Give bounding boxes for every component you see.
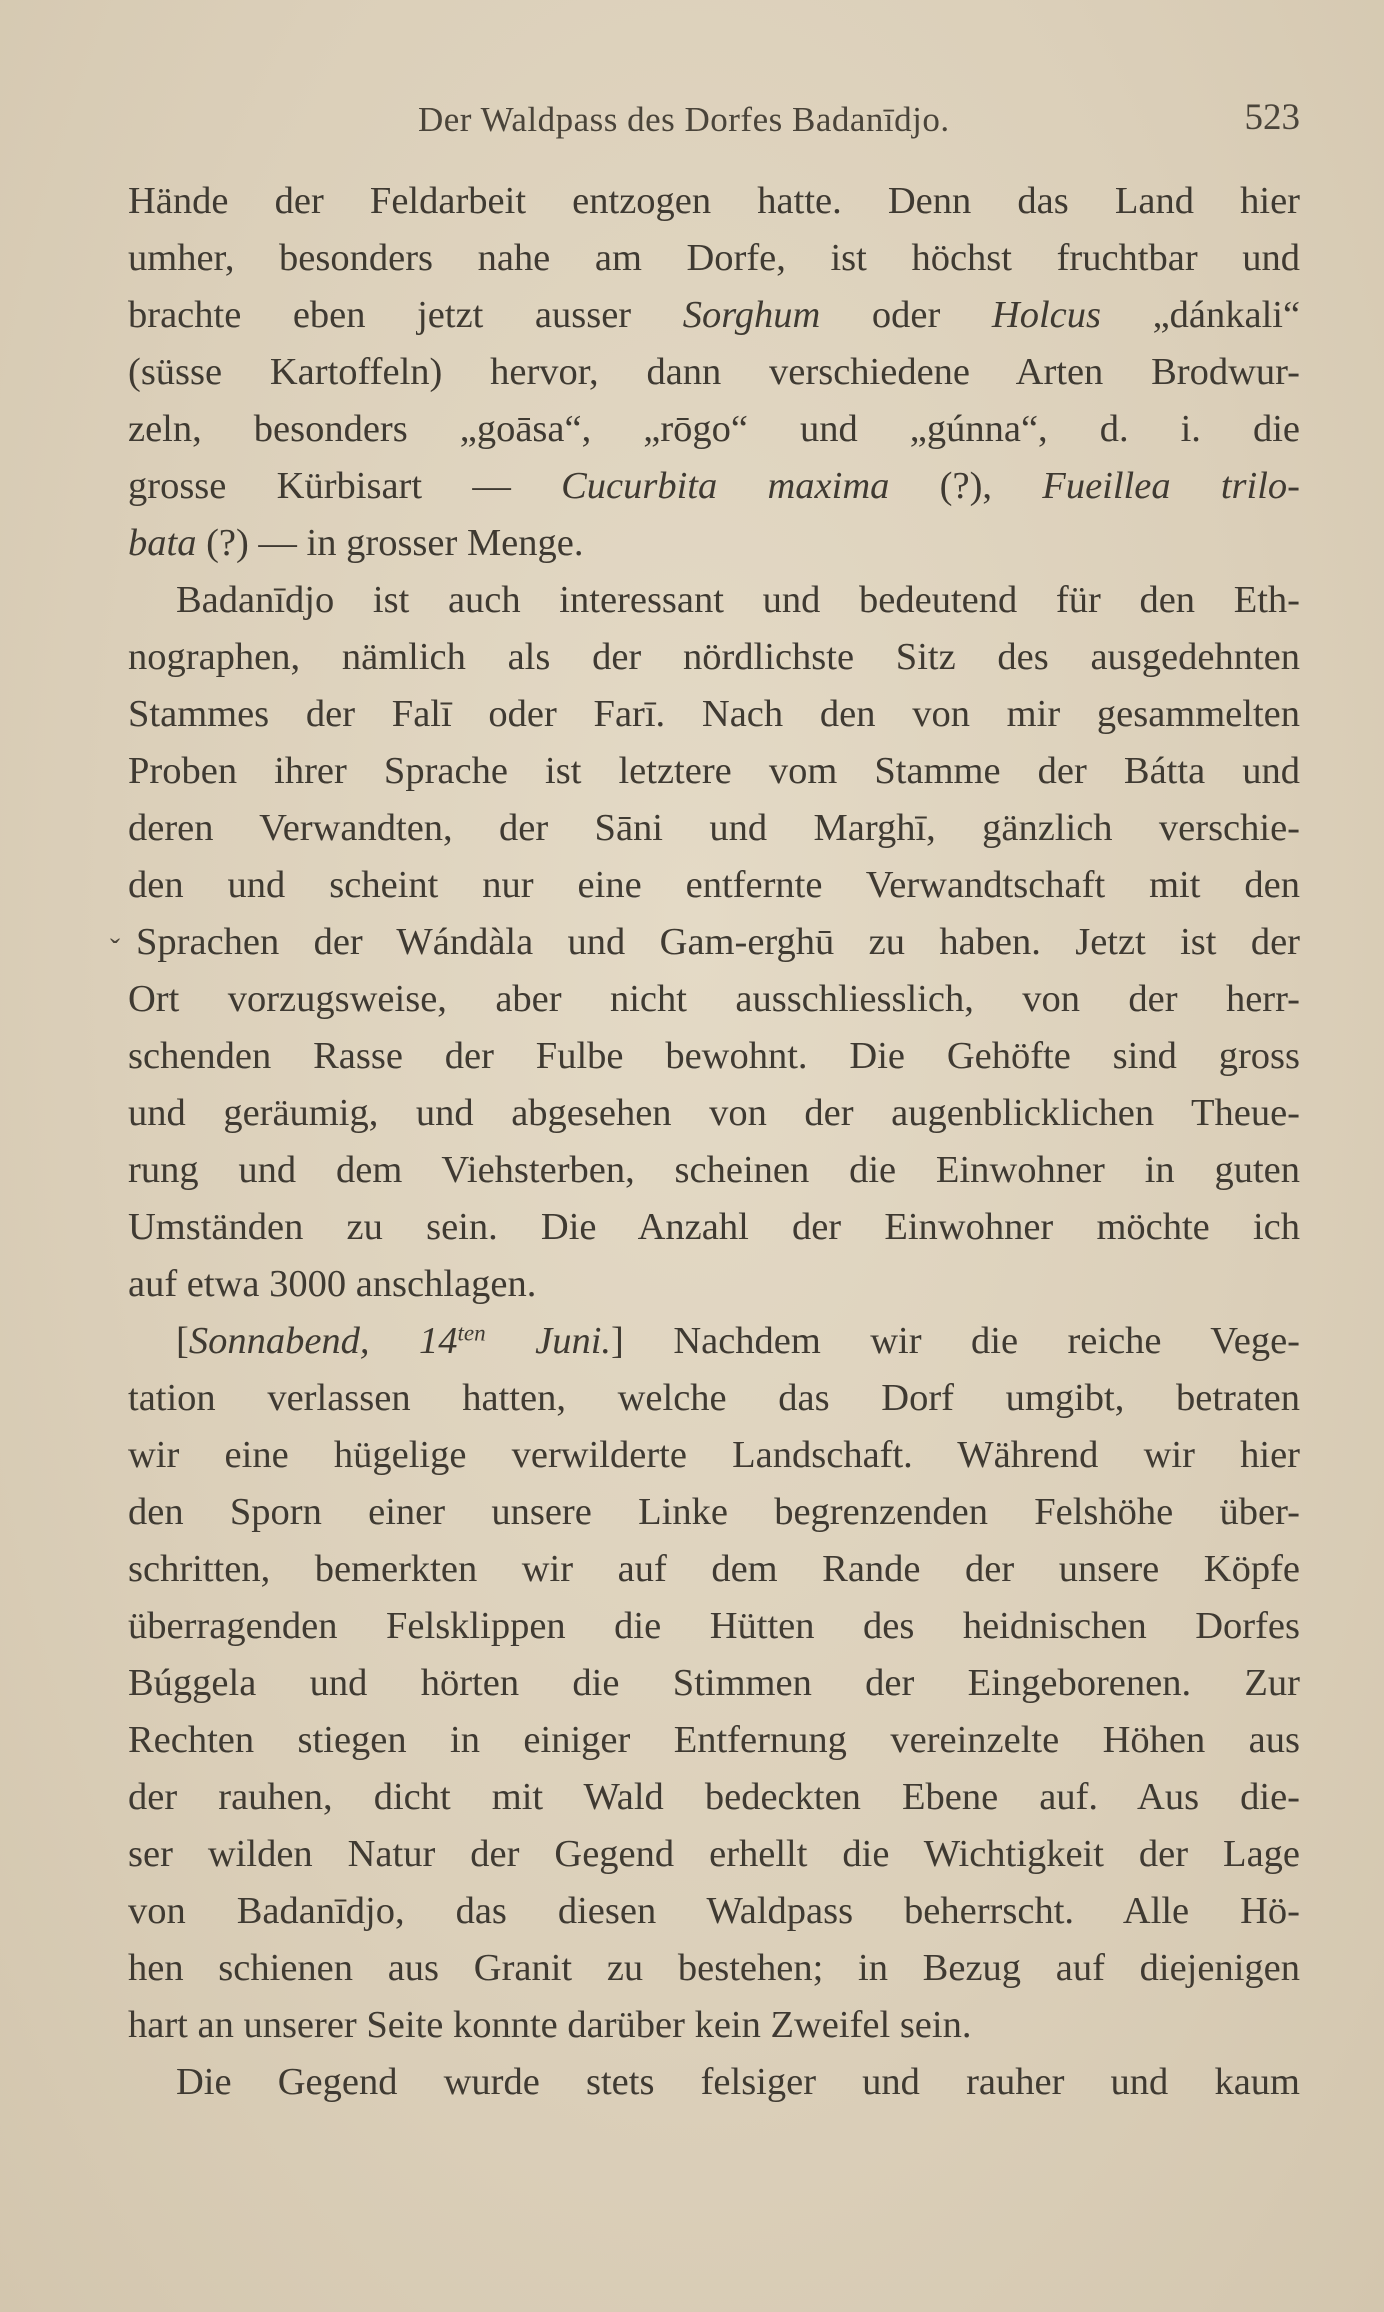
text-line: auf etwa 3000 anschlagen. <box>128 1263 537 1305</box>
italic-term: Holcus <box>991 294 1101 336</box>
text-line: überragenden Felsklippen die Hütten des heidnischen Dorfes <box>128 1605 1300 1647</box>
page-number: 523 <box>1244 97 1300 138</box>
text-line: von Badanīdjo, das diesen Waldpass beherrscht. Alle Hö- <box>128 1890 1300 1932</box>
text-line: deren Verwandten, der Sāni und Marghī, gänzlich verschie- <box>128 807 1300 849</box>
text-line: den und scheint nur eine entfernte Verwandtschaft mit den <box>128 864 1300 906</box>
text-line: (süsse Kartoffeln) hervor, dann verschiedene Arten Brodwur- <box>128 351 1300 393</box>
italic-term: bata <box>128 522 197 564</box>
text-line: ser wilden Natur der Gegend erhellt die Wichtigkeit der Lage <box>128 1833 1300 1875</box>
text-line: Búggela und hörten die Stimmen der Eingeborenen. Zur <box>128 1662 1300 1704</box>
text-line: Proben ihrer Sprache ist letztere vom Stamme der Bátta und <box>128 750 1300 792</box>
text-line: Rechten stiegen in einiger Entfernung vereinzelte Höhen aus <box>128 1719 1300 1761</box>
text-line: Umständen zu sein. Die Anzahl der Einwohner möchte ich <box>128 1206 1300 1248</box>
text-line: umher, besonders nahe am Dorfe, ist höchst fruchtbar und <box>128 237 1300 279</box>
text-line: Stammes der Falī oder Farī. Nach den von mir gesammelten <box>128 693 1300 735</box>
text-line: und geräumig, und abgesehen von der augenblicklichen Theue- <box>128 1092 1300 1134</box>
body-text <box>128 173 1300 2111</box>
italic-term: Sorghum <box>682 294 821 336</box>
italic-term: Fueillea trilo- <box>1042 465 1300 507</box>
text-line: brachte eben jetzt ausser Sorghum oder Holcus „dánkali“ <box>128 294 1300 336</box>
margin-mark: ˇ <box>110 933 120 966</box>
text-line: grosse Kürbisart — Cucurbita maxima (?), Fueillea trilo- <box>128 465 1300 507</box>
text-line: den Sporn einer unsere Linke begrenzenden Felshöhe über- <box>128 1491 1300 1533</box>
text-line: schritten, bemerkten wir auf dem Rande der unsere Köpfe <box>128 1548 1300 1590</box>
text-line: nographen, nämlich als der nördlichste Sitz des ausgedehnten <box>128 636 1300 678</box>
running-title: Der Waldpass des Dorfes Badanīdjo. <box>418 100 950 139</box>
text-line: zeln, besonders „goāsa“, „rōgo“ und „gúnna“, d. i. die <box>128 408 1300 450</box>
text-line: Hände der Feldarbeit entzogen hatte. Denn das Land hier <box>128 180 1300 222</box>
date-heading: Sonnabend, $14^{ten}$ Juni. <box>188 1319 612 1362</box>
paragraph-start: Die Gegend wurde stets felsiger und rauher und kaum <box>176 2061 1300 2103</box>
paragraph-start: Badanīdjo ist auch interessant und bedeutend für den Eth- <box>176 579 1300 621</box>
text-line: der rauhen, dicht mit Wald bedeckten Ebene auf. Aus die- <box>128 1776 1300 1818</box>
page-header <box>128 97 1300 150</box>
text-line: Sprachen der Wándàla und Gam-erghū zu haben. Jetzt ist der <box>136 921 1300 963</box>
italic-term: Cucurbita maxima <box>561 465 890 507</box>
text-line: bata (?) — in grosser Menge. <box>128 522 584 564</box>
paragraph-start: [Sonnabend, $14^{ten}$ Juni.] Nachdem wir die reiche Vege- <box>176 1319 1300 1362</box>
text-line: hart an unserer Seite konnte darüber kein Zweifel sein. <box>128 2004 972 2046</box>
text-line: rung und dem Viehsterben, scheinen die Einwohner in guten <box>128 1149 1300 1191</box>
text-line: hen schienen aus Granit zu bestehen; in Bezug auf diejenigen <box>128 1947 1300 1989</box>
text-line: schenden Rasse der Fulbe bewohnt. Die Gehöfte sind gross <box>128 1035 1300 1077</box>
text-line: wir eine hügelige verwilderte Landschaft. Während wir hier <box>128 1434 1300 1476</box>
text-line: tation verlassen hatten, welche das Dorf umgibt, betraten <box>128 1377 1300 1419</box>
text-line: Ort vorzugsweise, aber nicht ausschliesslich, von der herr- <box>128 978 1300 1020</box>
